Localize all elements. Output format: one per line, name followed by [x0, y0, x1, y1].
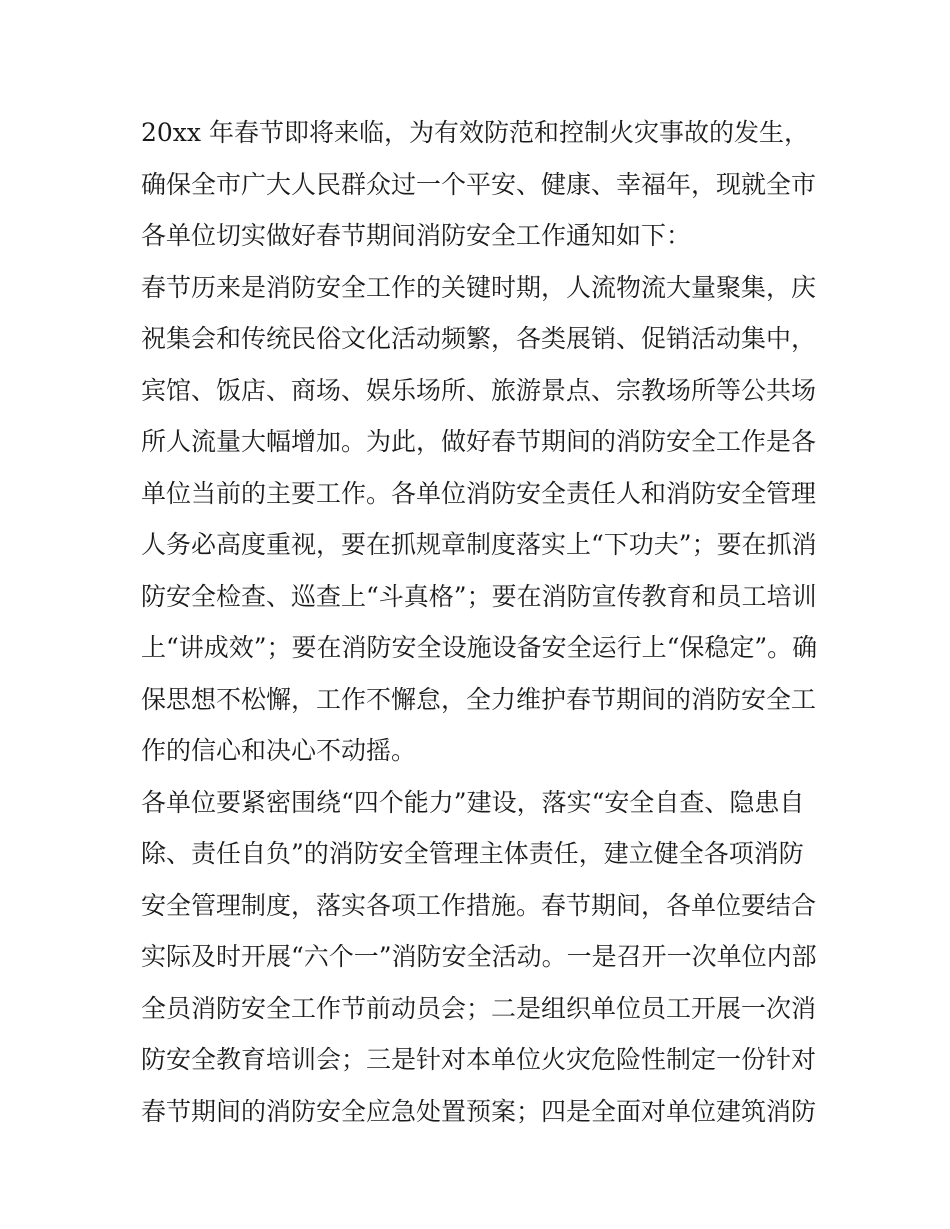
text-line: 上“讲成效”；要在消防安全设施设备安全运行上“保稳定”。确: [141, 633, 818, 662]
text-line: 人务必高度重视，要在抓规章制度落实上“下功夫”；要在抓消: [141, 530, 817, 559]
text-line: 作的信心和决心不动摇。: [141, 736, 417, 765]
text-line: 安全管理制度，落实各项工作措施。春节期间，各单位要结合: [141, 890, 817, 920]
paragraph-importance: [141, 262, 821, 777]
text-line: 确保全市广大人民群众过一个平安、健康、幸福年，现就全市: [141, 169, 817, 199]
text-line: 祝集会和传统民俗文化活动频繁，各类展销、促销活动集中，: [141, 324, 817, 353]
text-line: 宾馆、饭店、商场、娱乐场所、旅游景点、宗教场所等公共场: [141, 375, 817, 405]
text-line: 各单位要紧密围绕“四个能力”建设，落实“安全自查、隐患自: [141, 787, 805, 817]
paragraph-measures: [141, 777, 821, 1138]
text-line: 防安全教育培训会；三是针对本单位火灾危险性制定一份针对: [141, 1045, 817, 1074]
text-line: 各单位切实做好春节期间消防安全工作通知如下：: [141, 221, 692, 250]
text-line: 全员消防安全工作节前动员会；二是组织单位员工开展一次消: [141, 993, 817, 1023]
paragraph-intro: [141, 107, 821, 262]
text-line: 春节历来是消防安全工作的关键时期，人流物流大量聚集，庆: [141, 272, 817, 302]
text-line: 除、责任自负”的消防安全管理主体责任，建立健全各项消防: [141, 839, 804, 868]
text-line: 单位当前的主要工作。各单位消防安全责任人和消防安全管理: [141, 478, 817, 508]
text-line: 实际及时开展“六个一”消防安全活动。一是召开一次单位内部: [141, 942, 817, 971]
text-line: 防安全检查、巡查上“斗真格”；要在消防宣传教育和员工培训: [141, 581, 817, 611]
document-body: [141, 107, 821, 1137]
text-line: 春节期间的消防安全应急处置预案；四是全面对单位建筑消防: [141, 1096, 817, 1126]
text-line: 保思想不松懈，工作不懈怠，全力维护春节期间的消防安全工: [141, 684, 817, 714]
text-line: 所人流量大幅增加。为此，做好春节期间的消防安全工作是各: [141, 427, 817, 456]
text-line: 20xx 年春节即将来临，为有效防范和控制火灾事故的发生，: [141, 118, 809, 147]
